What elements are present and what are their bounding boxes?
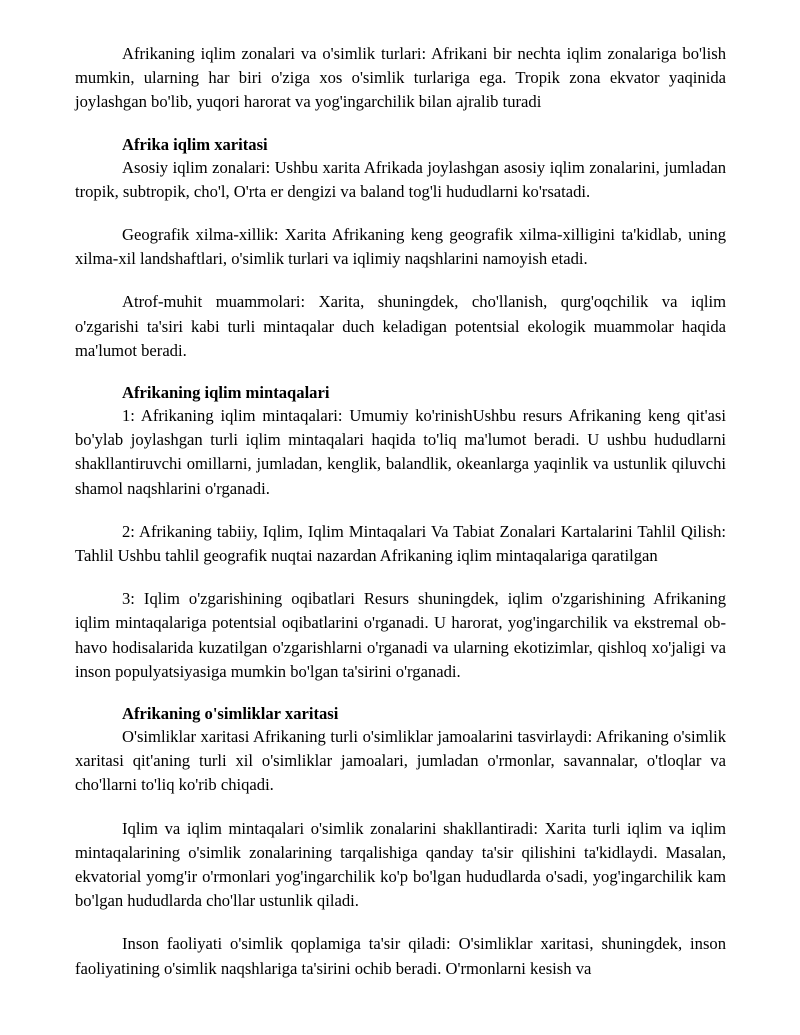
- section-heading-climate-map: Afrika iqlim xaritasi: [122, 134, 268, 154]
- paragraph: Geografik xilma-xillik: Xarita Afrikaning keng geografik xilma-xilligini ta'kidlab, uning xilma-xil landshaftlari, o'simlik turlari va iqlimiy naqshlarini namoyish etadi.: [75, 225, 726, 269]
- section-heading-climate-regions: Afrikaning iqlim mintaqalari: [122, 383, 330, 403]
- paragraph: Asosiy iqlim zonalari: Ushbu xarita Afrikada joylashgan asosiy iqlim zonalarini, jumladan tropik, subtropik, cho'l, O'rta er dengizi va baland tog'li hududlarni ko'rsatadi.: [75, 157, 726, 201]
- section-heading-vegetation-map: Afrikaning o'simliklar xaritasi: [122, 704, 339, 724]
- paragraph: Atrof-muhit muammolari: Xarita, shuningdek, cho'llanish, qurg'oqchilik va iqlim o'zgarishi ta'siri kabi turli mintaqalar duch keladigan potentsial ekologik muammolar haqida ma'lumot beradi.: [75, 292, 726, 360]
- paragraph: 1: Afrikaning iqlim mintaqalari: Umumiy ko'rinishUshbu resurs Afrikaning keng qit'asi bo'ylab joylashgan turli iqlim mintaqalari haqida to'liq ma'lumot beradi. U ushbu hududlarni shakllantiruvchi omillarni, jumladan, kenglik, balandlik, okeanlarga yaqinlik va ustunlik qiluvchi shamol naqshlarini o'rganadi.: [75, 406, 726, 498]
- paragraph: Iqlim va iqlim mintaqalari o'simlik zonalarini shakllantiradi: Xarita turli iqlim va iqlim mintaqalarining o'simlik zonalarining tarqalishiga qanday ta'sir qilishini ta'kidlaydi. Masalan, ekvatorial yomg'ir o'rmonlari yog'ingarchilik ko'p bo'lgan hududlarda o'sadi, yog'ingarchilik kam bo'lgan hududlarda cho'llar ustunlik qiladi.: [75, 818, 726, 911]
- intro-paragraph: Afrikaning iqlim zonalari va o'simlik turlari: Afrikani bir nechta iqlim zonalariga bo'lish mumkin, ularning har biri o'ziga xos o'simlik turlariga ega. Tropik zona ekvator yaqinida joylashgan bo'lib, yuqori harorat va yog'ingarchilik bilan ajralib turadi: [75, 44, 726, 112]
- paragraph: 3: Iqlim o'zgarishining oqibatlari Resurs shuningdek, iqlim o'zgarishining Afrikaning iqlim mintaqalariga potentsial oqibatlarini o'rganadi. U harorat, yog'ingarchilik va ekstremal ob-havo hodisalarida kuzatilgan o'zgarishlarni o'rganadi va ularning ekotizimlar, qishloq xo'jaligi va inson populyatsiyasiga mumkin bo'lgan ta'sirini o'rganadi.: [75, 589, 726, 681]
- paragraph: O'simliklar xaritasi Afrikaning turli o'simliklar jamoalarini tasvirlaydi: Afrikaning o'simlik xaritasi qit'aning turli xil o'simliklar jamoalari, jumladan o'rmonlar, savannalar, o'tloqlar va cho'llarni to'liq ko'rib chiqadi.: [75, 727, 726, 795]
- paragraph: Inson faoliyati o'simlik qoplamiga ta'sir qiladi: O'simliklar xaritasi, shuningdek, inson faoliyatining o'simlik naqshlariga ta'sirini ochib beradi. O'rmonlarni kesish va: [75, 934, 726, 978]
- paragraph: 2: Afrikaning tabiiy, Iqlim, Iqlim Mintaqalari Va Tabiat Zonalari Kartalarini Tahlil Qilish: Tahlil Ushbu tahlil geografik nuqtai nazardan Afrikaning iqlim mintaqalariga qaratilgan: [75, 521, 726, 566]
